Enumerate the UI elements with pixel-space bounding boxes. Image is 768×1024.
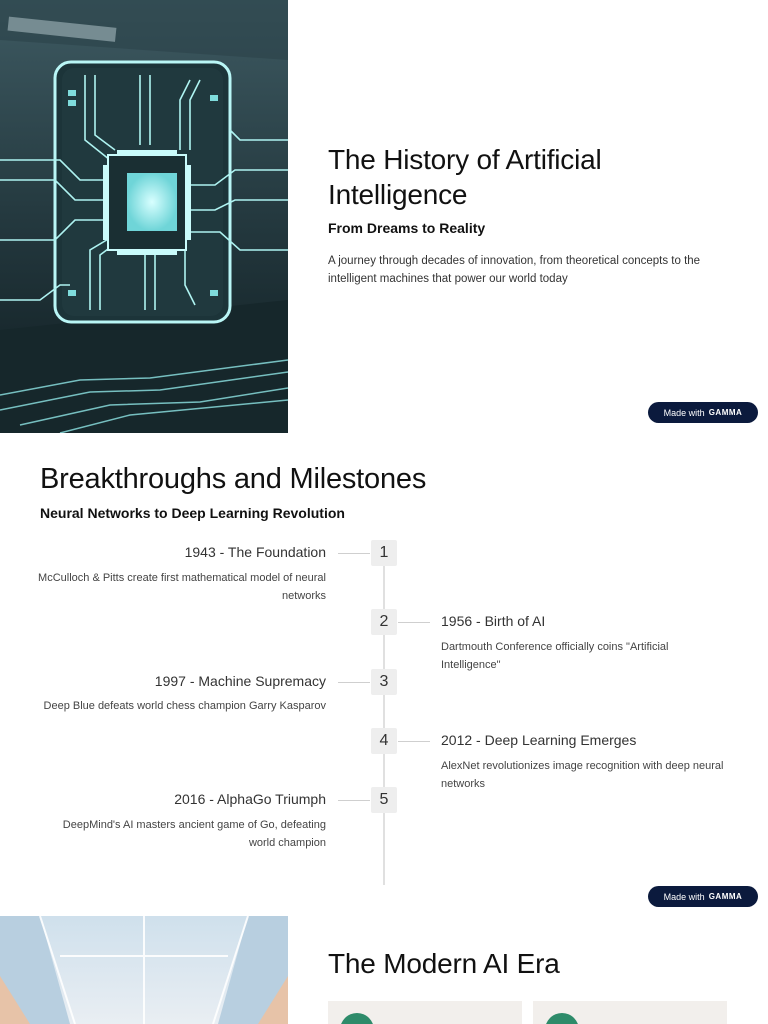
section-title: The Modern AI Era (328, 948, 560, 979)
section-subtitle: Neural Networks to Deep Learning Revolution (40, 505, 345, 521)
milestone-desc: DeepMind's AI masters ancient game of Go, defeating world champion (62, 819, 326, 849)
timeline-connector (338, 682, 370, 683)
timeline-number: 4 (371, 728, 397, 754)
timeline-connector (338, 553, 370, 554)
timeline-number: 3 (371, 669, 397, 695)
timeline-connector (398, 622, 430, 623)
badge-label: Made with (663, 891, 705, 902)
timeline-line (383, 541, 385, 885)
modern-era-slide (0, 916, 768, 1024)
circuit-chip-image (0, 0, 288, 433)
badge-label: Made with (663, 407, 705, 418)
milestone-desc: McCulloch & Pitts create first mathematical model of neural networks (38, 572, 326, 602)
milestone-desc: AlexNet revolutionizes image recognition with deep neural networks (441, 760, 724, 790)
circle-icon (545, 1013, 579, 1024)
timeline-connector (398, 741, 430, 742)
timeline-number: 2 (371, 609, 397, 635)
milestone-title: 1997 - Machine Supremacy (154, 673, 326, 689)
badge-brand: GAMMA (708, 408, 743, 417)
circle-icon (340, 1013, 374, 1024)
title-slide (0, 0, 768, 433)
page-subtitle: From Dreams to Reality (328, 220, 486, 236)
timeline-connector (338, 800, 370, 801)
timeline-number: 5 (371, 787, 397, 813)
badge-brand: GAMMA (708, 892, 743, 901)
era-card (533, 1001, 727, 1024)
milestone-title: 1943 - The Foundation (184, 544, 326, 560)
page-description: A journey through decades of innovation, from theoretical concepts to the intelligent machines that power our world today (328, 255, 701, 285)
era-card (328, 1001, 522, 1024)
page-title: The History of Artificial Intelligence (328, 144, 602, 210)
made-with-gamma-badge[interactable] (648, 402, 758, 423)
title-block (328, 142, 738, 288)
milestone-desc: Dartmouth Conference officially coins "Artificial Intelligence" (441, 641, 669, 671)
milestone-desc: Deep Blue defeats world chess champion Garry Kasparov (43, 700, 326, 712)
section-title: Breakthroughs and Milestones (40, 463, 427, 495)
timeline-number: 1 (371, 540, 397, 566)
milestone-title: 1956 - Birth of AI (441, 613, 546, 629)
architecture-image (0, 916, 288, 1024)
milestone-title: 2012 - Deep Learning Emerges (441, 732, 637, 748)
made-with-gamma-badge[interactable] (648, 886, 758, 907)
milestone-title: 2016 - AlphaGo Triumph (174, 791, 326, 807)
milestones-slide (0, 433, 768, 916)
